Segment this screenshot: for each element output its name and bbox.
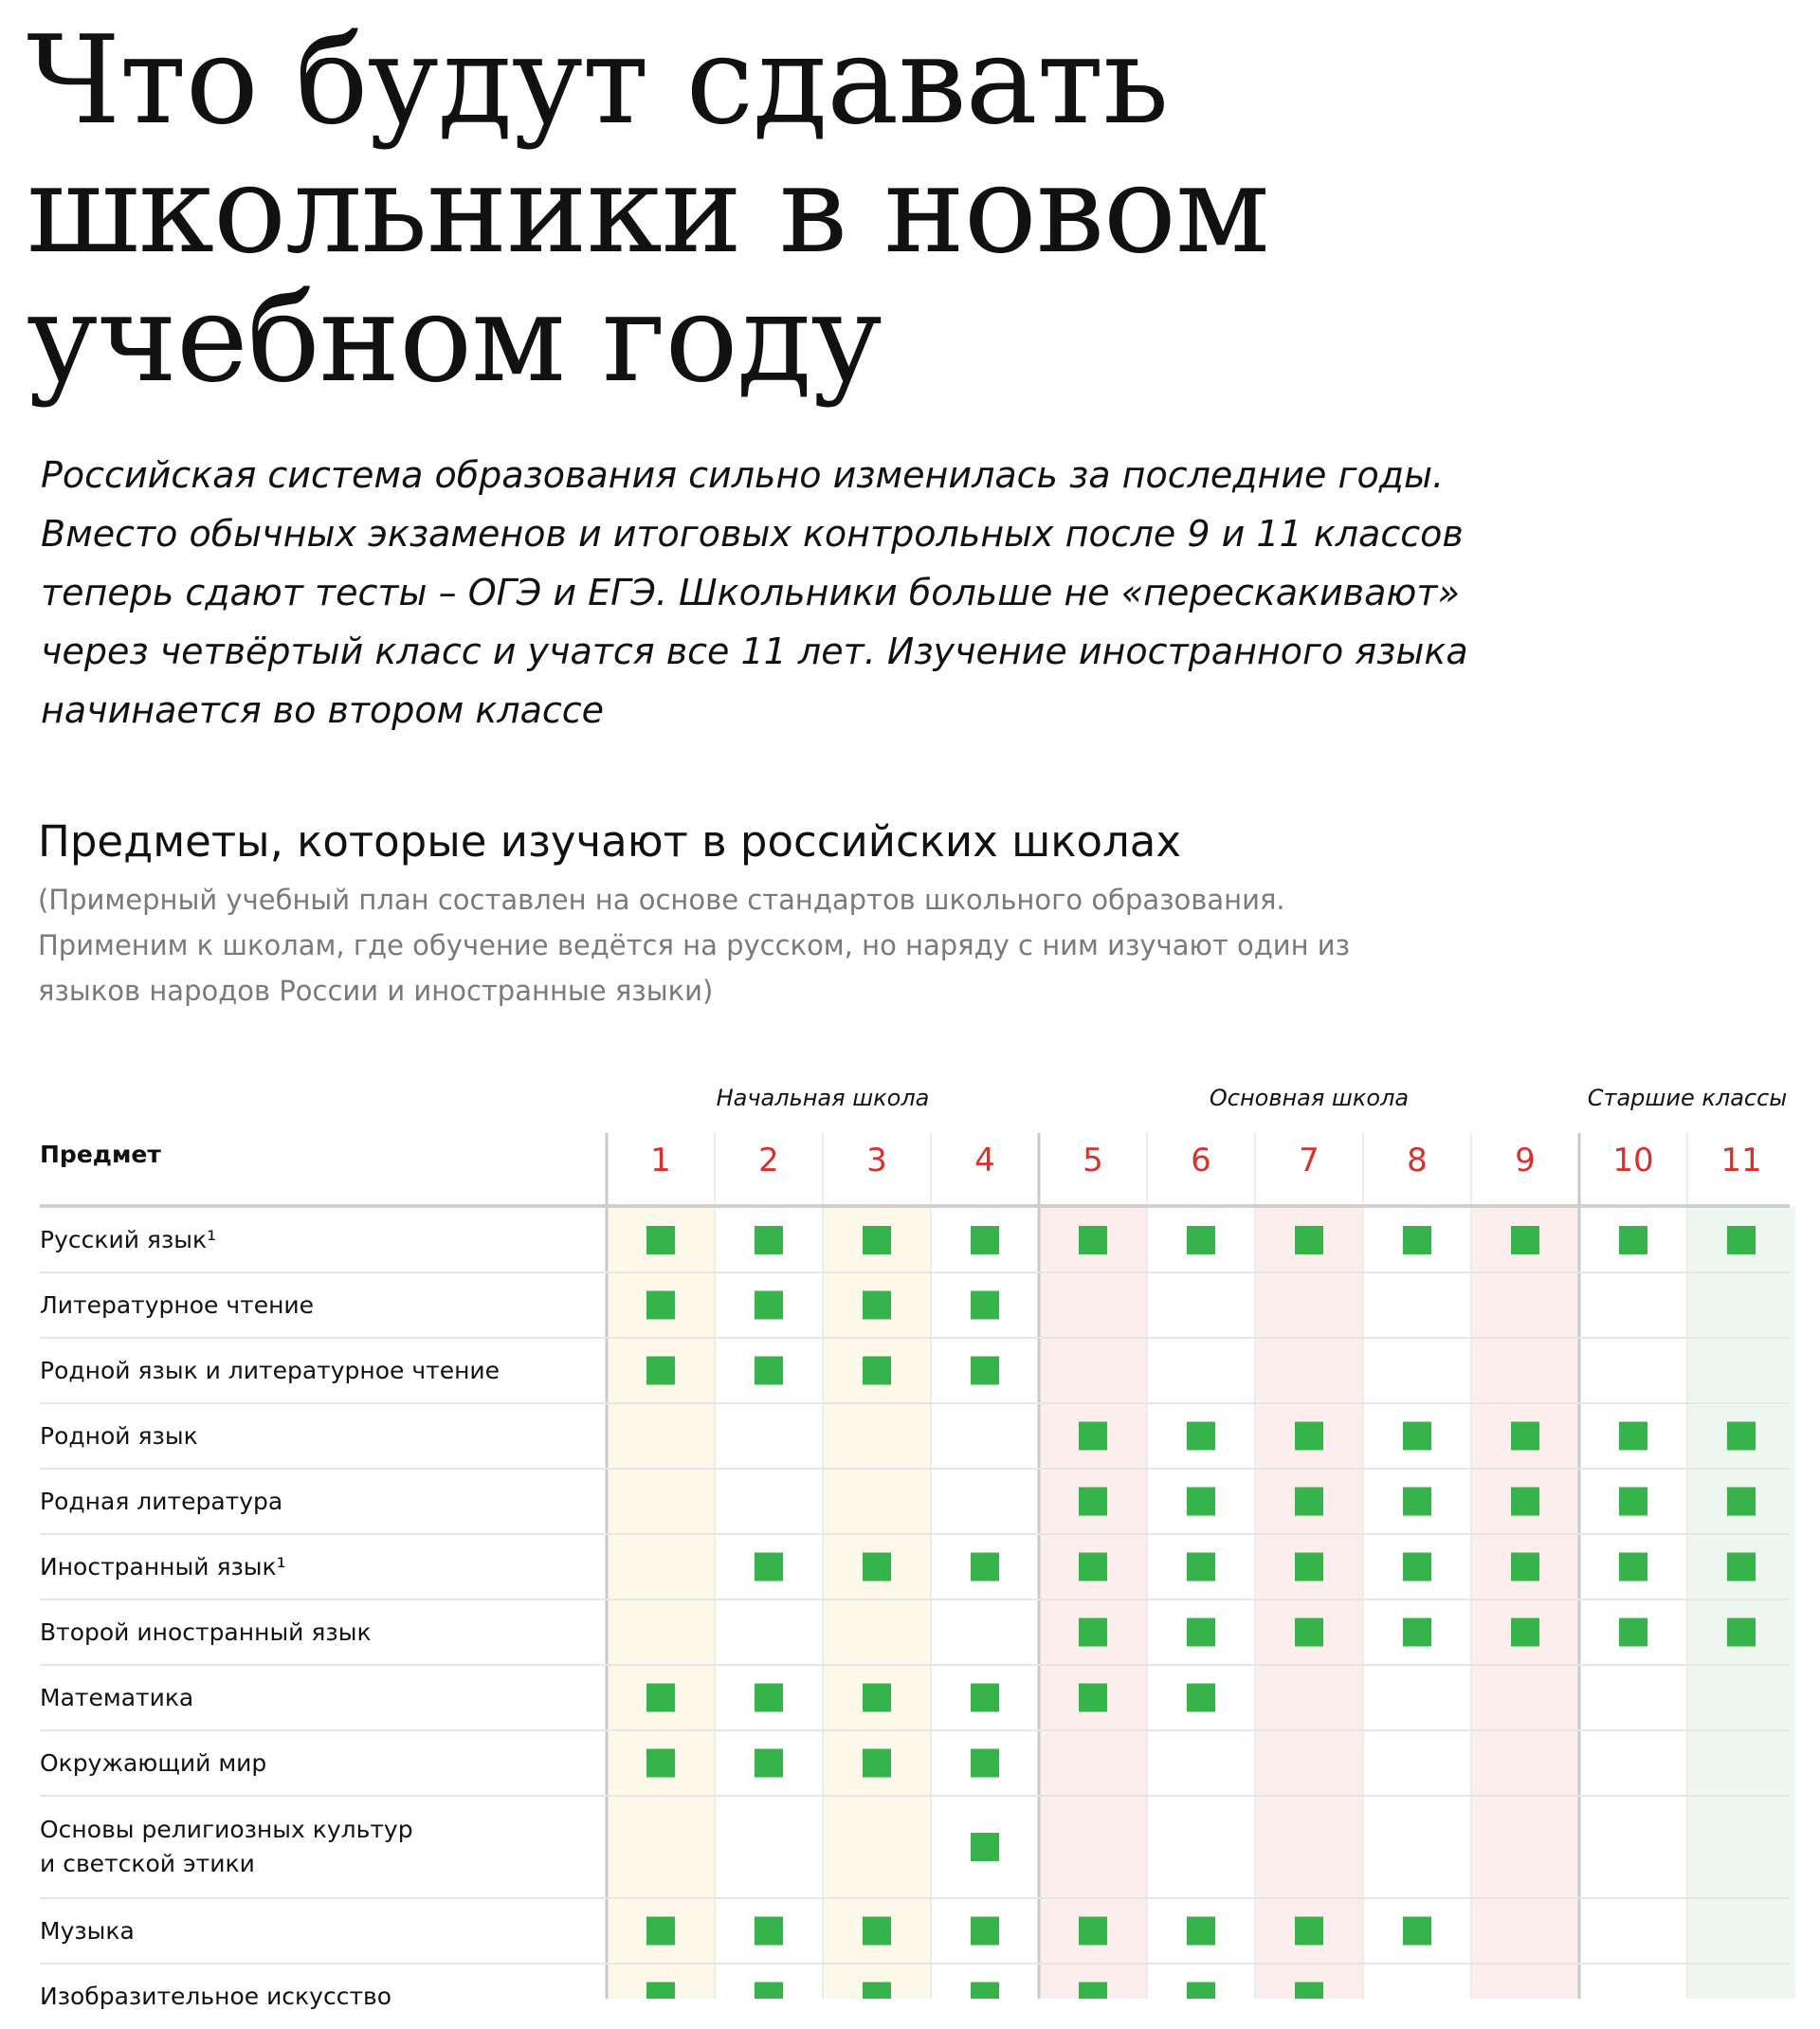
subject-label-text: Литературное чтение [40, 1290, 315, 1319]
subject-mark [646, 1291, 675, 1320]
subject-mark [1295, 1917, 1323, 1946]
grade-number: 6 [1191, 1142, 1211, 1179]
grade-number: 5 [1083, 1142, 1103, 1179]
subject-label [40, 1665, 571, 1730]
subject-mark [755, 1983, 783, 2000]
subject-mark [1187, 1422, 1215, 1451]
subject-mark [1079, 1917, 1107, 1946]
subject-mark [1187, 1618, 1215, 1647]
subject-label-text: Русский язык¹ [40, 1226, 217, 1253]
subject-mark [1187, 1488, 1215, 1516]
subject-mark [1619, 1226, 1647, 1254]
subject-label [40, 1403, 571, 1469]
subject-mark [1187, 1917, 1215, 1946]
column-tint [1471, 1206, 1579, 1999]
subject-mark [755, 1917, 783, 1946]
subject-mark [1511, 1618, 1539, 1647]
subject-column-header: Предмет [40, 1141, 161, 1168]
subject-mark [1187, 1226, 1215, 1254]
subject-mark [1079, 1618, 1107, 1647]
lead-paragraph: Российская система образования сильно изменилась за последние годы. Вместо обычных экзаменов и итоговых контрольных после 9 и 11 классов теперь сдают тесты – ОГЭ и ЕГЭ. Школьники больше не «перескакивают» через четвёртый класс и учатся все 11 лет. Изучение иностранного языка начинается во втором классе [41, 454, 1468, 731]
subject-label-text: Родной язык [40, 1421, 198, 1450]
subject-mark [1727, 1488, 1756, 1516]
subject-mark [1187, 1684, 1215, 1712]
subject-label [40, 1796, 571, 1898]
subject-label [40, 1599, 571, 1665]
table-title: Предметы, которые изучают в российских школах [38, 816, 1181, 867]
subject-mark [1295, 1618, 1323, 1647]
subject-mark [646, 1684, 675, 1712]
subject-mark [1511, 1488, 1539, 1516]
subject-label [40, 1338, 571, 1403]
subject-mark [1619, 1618, 1647, 1647]
grade-number: 1 [650, 1142, 671, 1179]
subject-label-text: Математика [40, 1683, 194, 1711]
subject-mark [1511, 1422, 1539, 1451]
grade-number: 10 [1612, 1142, 1654, 1179]
subject-mark [1727, 1553, 1756, 1581]
subject-label [40, 1964, 571, 2029]
subject-mark [1079, 1684, 1107, 1712]
subject-mark [1403, 1226, 1431, 1254]
subject-mark [646, 1983, 675, 2000]
school-stage-label: Основная школа [1209, 1085, 1410, 1111]
subject-mark [863, 1749, 891, 1778]
school-stage-label: Старшие классы [1587, 1085, 1788, 1111]
subject-mark [1619, 1553, 1647, 1581]
subject-label [40, 1272, 571, 1338]
subject-mark [1727, 1226, 1756, 1254]
subject-mark [971, 1749, 999, 1778]
subject-mark [1079, 1488, 1107, 1516]
subject-mark [1295, 1226, 1323, 1254]
grade-number: 2 [758, 1142, 779, 1179]
subject-mark [1403, 1917, 1431, 1946]
column-tint [1039, 1206, 1147, 1999]
subject-mark [755, 1226, 783, 1254]
subject-mark [1187, 1983, 1215, 2000]
subject-mark [1295, 1422, 1323, 1451]
subject-label-text: Родной язык и литературное чтение [40, 1356, 500, 1384]
page-title: Что будут сдавать школьники в новом учебном году [27, 10, 1269, 410]
subject-mark [1403, 1618, 1431, 1647]
column-tint [823, 1206, 931, 1999]
subject-mark [971, 1553, 999, 1581]
subject-mark [1403, 1553, 1431, 1581]
subject-mark [863, 1357, 891, 1385]
table-note: (Примерный учебный план составлен на основе стандартов школьного образования. Применим к школам, где обучение ведётся на русском, но наряду с ним изучают один из языков народов России и иностранные языки) [38, 884, 1351, 1007]
subject-mark [1727, 1618, 1756, 1647]
column-tint [607, 1206, 715, 1999]
subject-mark [755, 1291, 783, 1320]
subject-mark [1079, 1422, 1107, 1451]
subject-label [40, 1730, 571, 1796]
subject-label [40, 1208, 571, 1272]
subject-mark [1079, 1983, 1107, 2000]
subject-mark [1403, 1422, 1431, 1451]
subject-mark [863, 1226, 891, 1254]
subject-mark [755, 1553, 783, 1581]
subject-label [40, 1898, 571, 1964]
subject-mark [971, 1983, 999, 2000]
grade-number: 4 [974, 1142, 995, 1179]
subject-mark [1295, 1983, 1323, 2000]
subject-label-text: Родная литература [40, 1487, 283, 1515]
subject-mark [1295, 1553, 1323, 1581]
subject-mark [971, 1226, 999, 1254]
grade-number: 8 [1407, 1142, 1428, 1179]
subject-label [40, 1469, 571, 1534]
subject-mark [646, 1749, 675, 1778]
subject-mark [971, 1917, 999, 1946]
grade-number: 11 [1720, 1142, 1762, 1179]
subject-label-text: Основы религиозных культур и светской этики [40, 1816, 413, 1877]
subject-mark [646, 1226, 675, 1254]
subject-mark [863, 1917, 891, 1946]
subject-mark [755, 1684, 783, 1712]
subject-mark [1403, 1488, 1431, 1516]
subject-label [40, 1534, 571, 1599]
column-tint [1687, 1206, 1795, 1999]
subject-mark [971, 1291, 999, 1320]
subject-mark [1619, 1422, 1647, 1451]
subject-mark [1295, 1488, 1323, 1516]
subject-mark [863, 1553, 891, 1581]
subject-mark [863, 1291, 891, 1320]
subject-label-text: Окружающий мир [40, 1748, 267, 1777]
subject-mark [863, 1684, 891, 1712]
subject-mark [1511, 1553, 1539, 1581]
column-tint [1255, 1206, 1363, 1999]
subject-label-text: Иностранный язык¹ [40, 1552, 286, 1581]
subject-mark [971, 1684, 999, 1712]
subject-mark [1079, 1226, 1107, 1254]
subject-mark [1619, 1488, 1647, 1516]
grade-number: 9 [1515, 1142, 1536, 1179]
subject-mark [646, 1357, 675, 1385]
subject-mark [1187, 1553, 1215, 1581]
subject-mark [1079, 1553, 1107, 1581]
subject-mark [1727, 1422, 1756, 1451]
subject-mark [755, 1357, 783, 1385]
grade-number: 3 [866, 1142, 887, 1179]
subject-mark [755, 1749, 783, 1778]
subject-mark [1511, 1226, 1539, 1254]
subject-mark [863, 1983, 891, 2000]
subject-label-text: Второй иностранный язык [40, 1618, 372, 1646]
school-stage-label: Начальная школа [716, 1085, 930, 1111]
subject-label-text: Изобразительное искусство [40, 1982, 392, 2010]
subject-mark [971, 1357, 999, 1385]
grade-number: 7 [1299, 1142, 1320, 1179]
subject-label-text: Музыка [40, 1916, 135, 1945]
subject-mark [971, 1833, 999, 1861]
subject-mark [646, 1917, 675, 1946]
